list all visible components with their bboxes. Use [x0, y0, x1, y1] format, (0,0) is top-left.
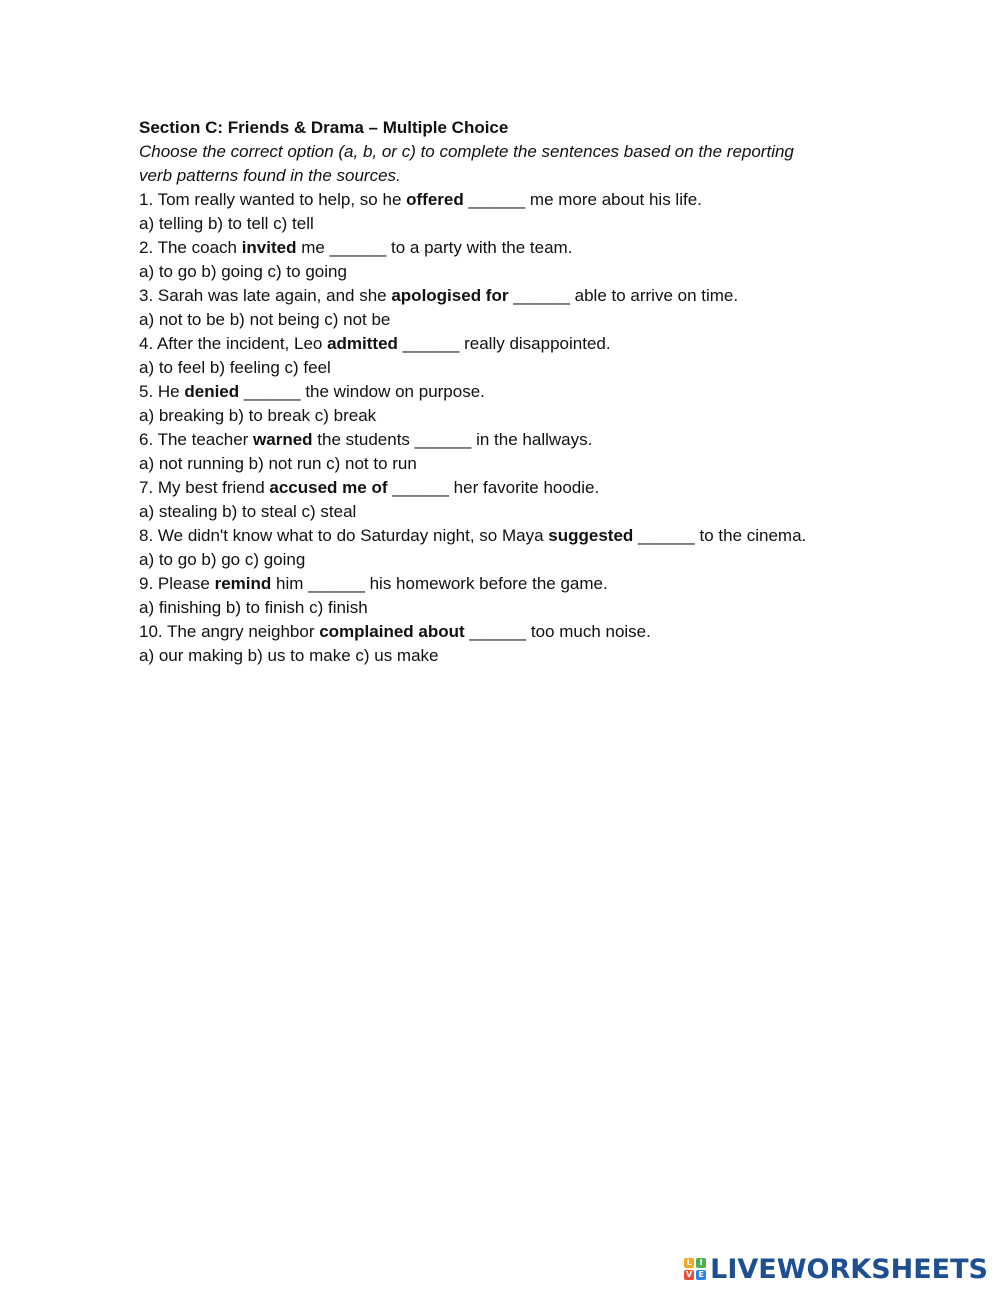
question-5: 5. He denied ______ the window on purpose. [139, 382, 485, 401]
reporting-verb: apologised for [391, 286, 509, 305]
options-4: a) to feel b) feeling c) feel [139, 358, 331, 377]
reporting-verb: warned [253, 430, 313, 449]
reporting-verb: complained about [319, 622, 465, 641]
options-7: a) stealing b) to steal c) steal [139, 502, 357, 521]
instructions-line-1: Choose the correct option (a, b, or c) to complete the sentences based on the reporting [139, 142, 794, 161]
question-7: 7. My best friend accused me of ______ her favorite hoodie. [139, 478, 600, 497]
options-3: a) not to be b) not being c) not be [139, 310, 391, 329]
question-2: 2. The coach invited me ______ to a party with the team. [139, 238, 573, 257]
question-9: 9. Please remind him ______ his homework before the game. [139, 574, 608, 593]
question-3: 3. Sarah was late again, and she apologised for ______ able to arrive on time. [139, 286, 739, 305]
options-8: a) to go b) go c) going [139, 550, 306, 569]
section-title: Section C: Friends & Drama – Multiple Choice [139, 118, 509, 137]
liveworksheets-logo-icon: L I V E [684, 1258, 706, 1280]
options-6: a) not running b) not run c) not to run [139, 454, 417, 473]
reporting-verb: remind [214, 574, 272, 593]
options-10: a) our making b) us to make c) us make [139, 646, 439, 665]
reporting-verb: accused me of [269, 478, 388, 497]
instructions-line-2: verb patterns found in the sources. [139, 166, 401, 185]
liveworksheets-logo [684, 1254, 988, 1284]
reporting-verb: admitted [327, 334, 398, 353]
options-2: a) to go b) going c) to going [139, 262, 347, 281]
question-8: 8. We didn't know what to do Saturday night, so Maya suggested ______ to the cinema. [139, 526, 807, 545]
reporting-verb: offered [406, 190, 464, 209]
worksheet [139, 116, 899, 668]
question-1: 1. Tom really wanted to help, so he offered ______ me more about his life. [139, 190, 702, 209]
question-4: 4. After the incident, Leo admitted ______ really disappointed. [139, 334, 611, 353]
reporting-verb: invited [241, 238, 297, 257]
reporting-verb: suggested [548, 526, 634, 545]
options-9: a) finishing b) to finish c) finish [139, 598, 368, 617]
options-1: a) telling b) to tell c) tell [139, 214, 314, 233]
question-6: 6. The teacher warned the students ______ in the hallways. [139, 430, 593, 449]
options-5: a) breaking b) to break c) break [139, 406, 377, 425]
brand-name: LIVEWORKSHEETS [710, 1253, 988, 1285]
question-10: 10. The angry neighbor complained about ______ too much noise. [139, 622, 651, 641]
reporting-verb: denied [184, 382, 240, 401]
